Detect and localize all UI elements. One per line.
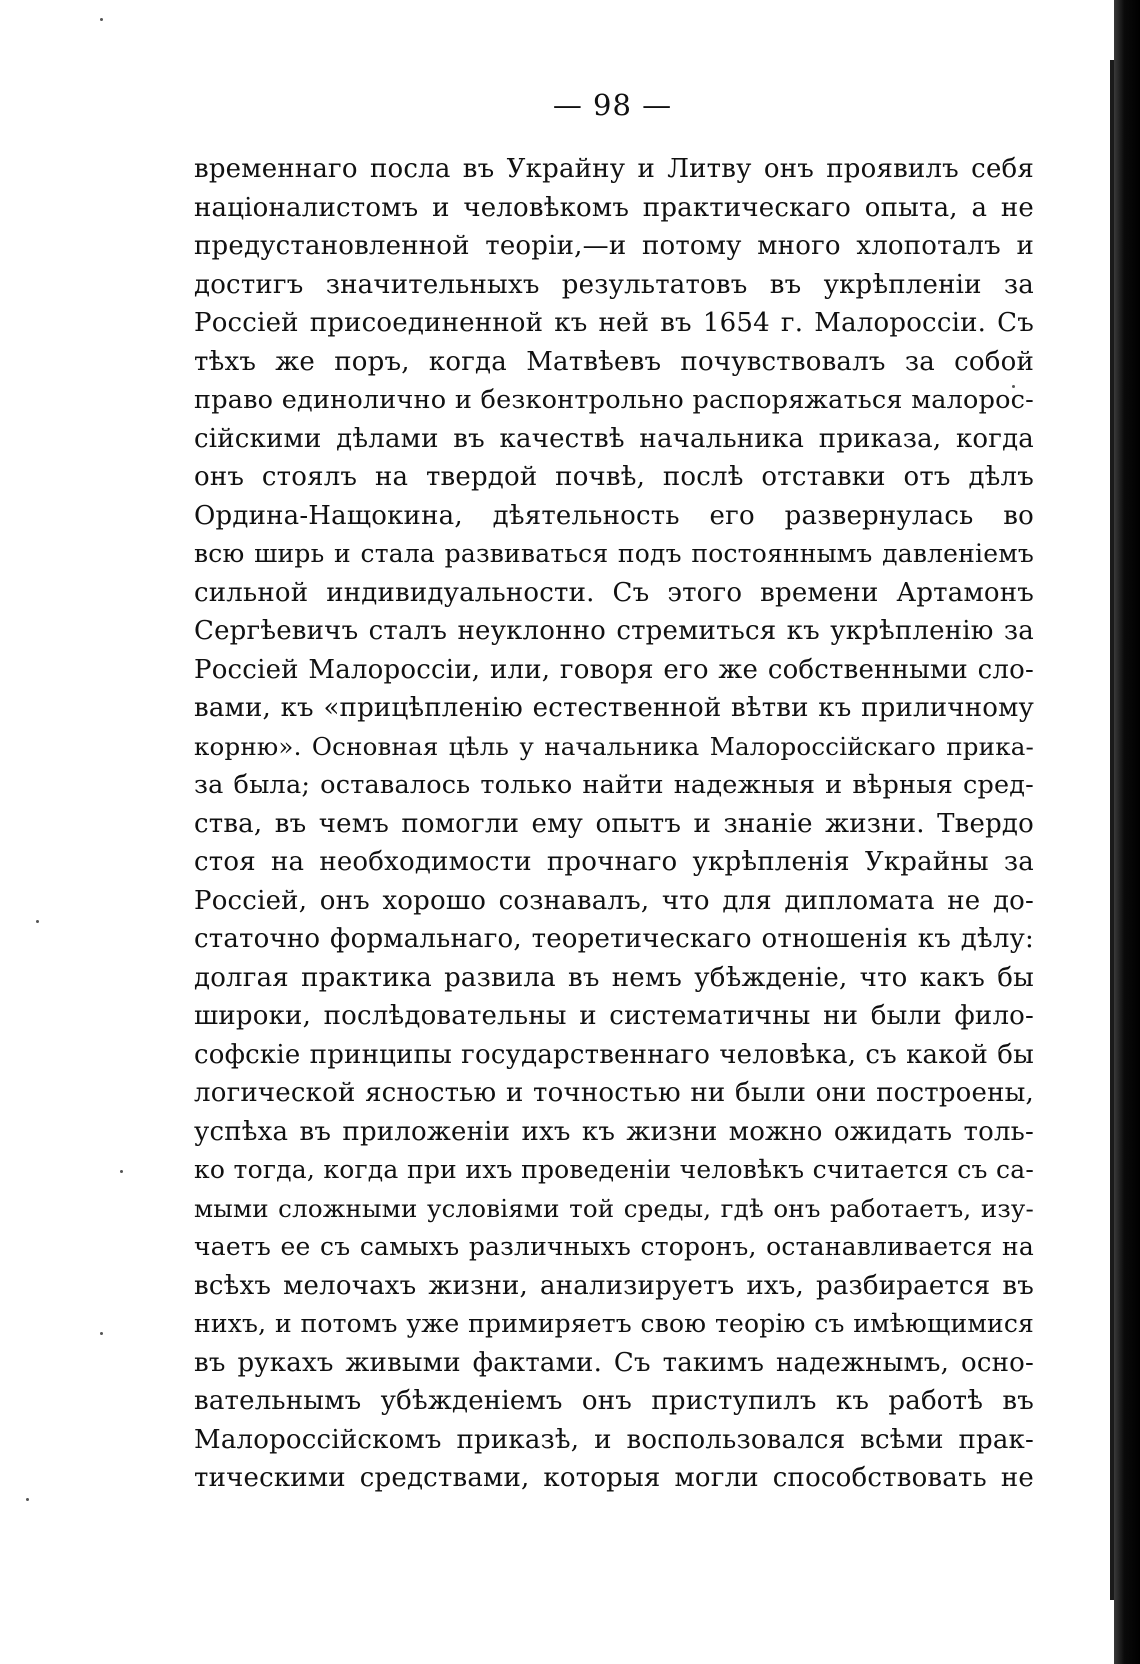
text-line: сильной индивидуальности. Съ этого времени Артамонъ [194, 577, 1034, 608]
scan-speck [120, 1170, 123, 1173]
text-line: временнаго посла въ Украйну и Литву онъ проявилъ себя [194, 154, 1034, 184]
body-text [194, 150, 1034, 1498]
text-line: Сергѣевичъ сталъ неуклонно стремиться къ укрѣпленію за [194, 616, 1034, 646]
text-line: предустановленной теоріи,—и потому много хлопоталъ и [194, 231, 1034, 261]
text-line: стоя на необходимости прочнаго укрѣпленія Украйны за [194, 847, 1034, 877]
text-line: достигъ значительныхъ результатовъ въ укрѣпленіи за [194, 269, 1034, 300]
text-line: націоналистомъ и человѣкомъ практическаго опыта, а не [194, 192, 1034, 223]
text-line: вательнымъ убѣжденіемъ онъ приступилъ къ работѣ въ [194, 1386, 1034, 1416]
text-line: долгая практика развила въ немъ убѣжденіе, что какъ бы [194, 962, 1034, 993]
text-line: ко тогда, когда при ихъ проведеніи человѣкъ считается съ са- [194, 1155, 1034, 1184]
text-line: нихъ, и потомъ уже примиряетъ свою теорію съ имѣющимися [194, 1309, 1034, 1338]
text-line: Россіей Малороссіи, или, говоря его же собственными сло- [194, 654, 1034, 685]
text-line: тическими средствами, которыя могли способствовать не [194, 1463, 1034, 1493]
text-line: Ордина-Нащокина, дѣятельность его развернулась во [194, 500, 1034, 531]
scan-speck [36, 920, 39, 923]
text-line: въ рукахъ живыми фактами. Съ такимъ надежнымъ, осно- [194, 1347, 1034, 1378]
text-line: онъ стоялъ на твердой почвѣ, послѣ отставки отъ дѣлъ [194, 462, 1034, 492]
page-binding-shadow [1110, 60, 1114, 1600]
scan-speck [100, 18, 103, 21]
text-line: широки, послѣдовательны и систематичны ни были фило- [194, 1001, 1034, 1031]
text-line: право единолично и безконтрольно распоряжаться малорос- [194, 385, 1034, 415]
text-line: вами, къ «прицѣпленію естественной вѣтви къ приличному [194, 693, 1034, 723]
text-line: тѣхъ же поръ, когда Матвѣевъ почувствовалъ за собой [194, 346, 1034, 377]
text-line: Россіей присоединенной къ ней въ 1654 г. Малороссіи. Съ [194, 308, 1034, 338]
scan-speck [100, 1332, 103, 1335]
text-line: Россіей, онъ хорошо сознавалъ, что для дипломата не до- [194, 885, 1034, 916]
text-line: успѣха въ приложеніи ихъ къ жизни можно ожидать толь- [194, 1116, 1034, 1147]
text-line: софскіе принципы государственнаго человѣка, съ какой бы [194, 1039, 1034, 1070]
text-line: чаетъ ее съ самыхъ различныхъ сторонъ, останавливается на [194, 1232, 1034, 1261]
text-line: корню». Основная цѣль у начальника Малороссійскаго прика- [194, 731, 1034, 761]
page-number: — 98 — [552, 88, 673, 122]
text-line: всѣхъ мелочахъ жизни, анализируетъ ихъ, разбирается въ [194, 1270, 1034, 1301]
text-line: всю ширь и стала развиваться подъ постояннымъ давленіемъ [194, 539, 1034, 568]
text-line: статочно формальнаго, теоретическаго отношенія къ дѣлу: [194, 924, 1034, 954]
scan-speck [26, 1498, 29, 1501]
page-binding-edge [1114, 0, 1140, 1664]
text-line: мыми сложными условіями той среды, гдѣ онъ работаетъ, изу- [194, 1193, 1034, 1223]
text-line: Малороссійскомъ приказѣ, и воспользовался всѣми прак- [194, 1424, 1034, 1455]
text-line: логической ясностью и точностью ни были они построены, [194, 1078, 1034, 1108]
text-line: ства, въ чемъ помогли ему опытъ и знаніе жизни. Твердо [194, 808, 1034, 839]
text-line: сійскими дѣлами въ качествѣ начальника приказа, когда [194, 423, 1034, 454]
text-line: за была; оставалось только найти надежныя и вѣрныя сред- [194, 770, 1034, 800]
